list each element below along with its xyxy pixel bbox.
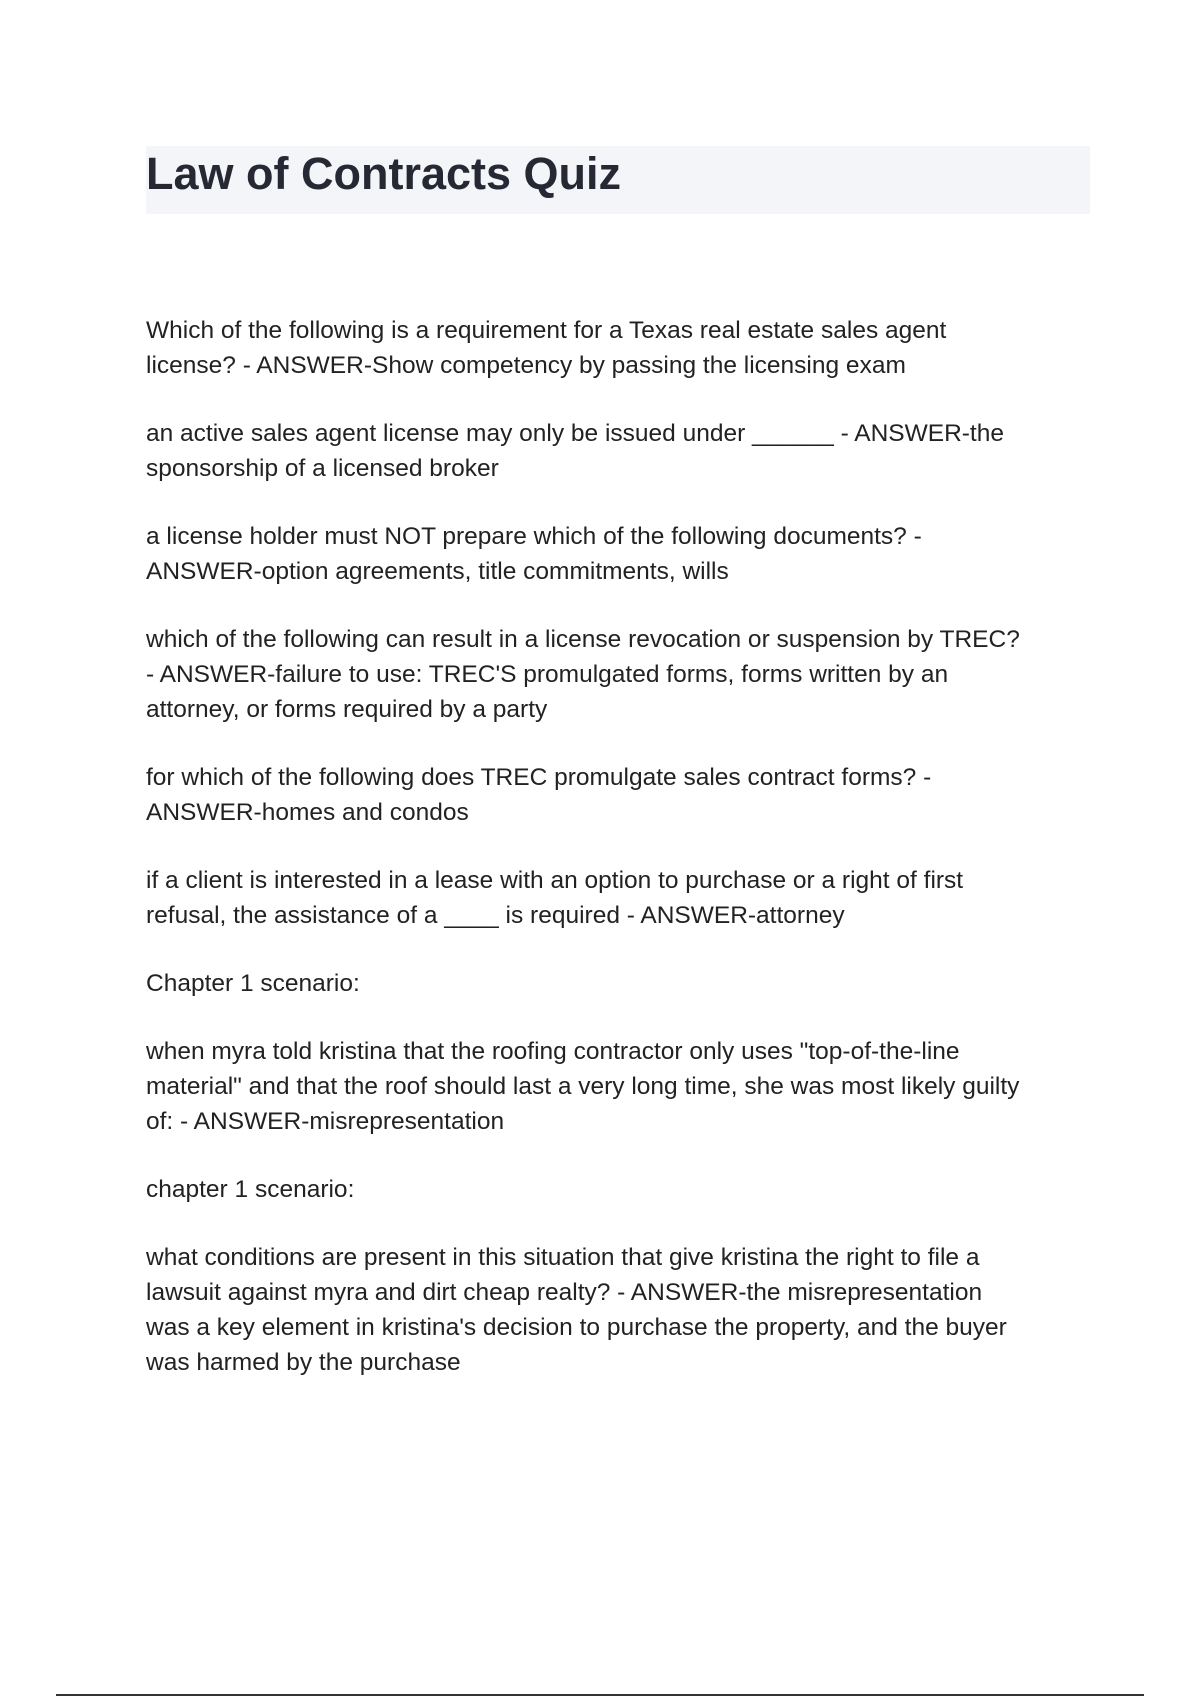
quiz-item-5: for which of the following does TREC promulgate sales contract forms? - ANSWER-homes and condos [146,764,932,826]
quiz-item-4: which of the following can result in a license revocation or suspension by TREC? - ANSWER-failure to use: TREC'S promulgated forms, forms written by an attorney, or forms required by a party [146,626,1020,723]
page-title: Law of Contracts Quiz [146,148,622,199]
quiz-item-3: a license holder must NOT prepare which of the following documents? - ANSWER-option agreements, title commitments, wills [146,523,922,585]
scenario-heading-2: chapter 1 scenario: [146,1176,355,1203]
quiz-item-1: Which of the following is a requirement for a Texas real estate sales agent license? - ANSWER-Show competency by passing the licensing exam [146,317,947,379]
quiz-content [146,313,1086,1413]
quiz-item-7: when myra told kristina that the roofing contractor only uses "top-of-the-line material" and that the roof should last a very long time, she was most likely guilty of: - ANSWER-misrepresentation [146,1038,1020,1135]
quiz-item-2: an active sales agent license may only be issued under ______ - ANSWER-the sponsorship of a licensed broker [146,420,1004,482]
quiz-item-6: if a client is interested in a lease with an option to purchase or a right of first refusal, the assistance of a ____ is required - ANSWER-attorney [146,867,964,929]
scenario-heading-1: Chapter 1 scenario: [146,970,360,997]
footer-divider [56,1694,1144,1696]
quiz-item-8: what conditions are present in this situation that give kristina the right to file a lawsuit against myra and dirt cheap realty? - ANSWER-the misrepresentation was a key element in kristina's decision to purchase the property, and the buyer was harmed by the purchase [146,1244,1007,1376]
